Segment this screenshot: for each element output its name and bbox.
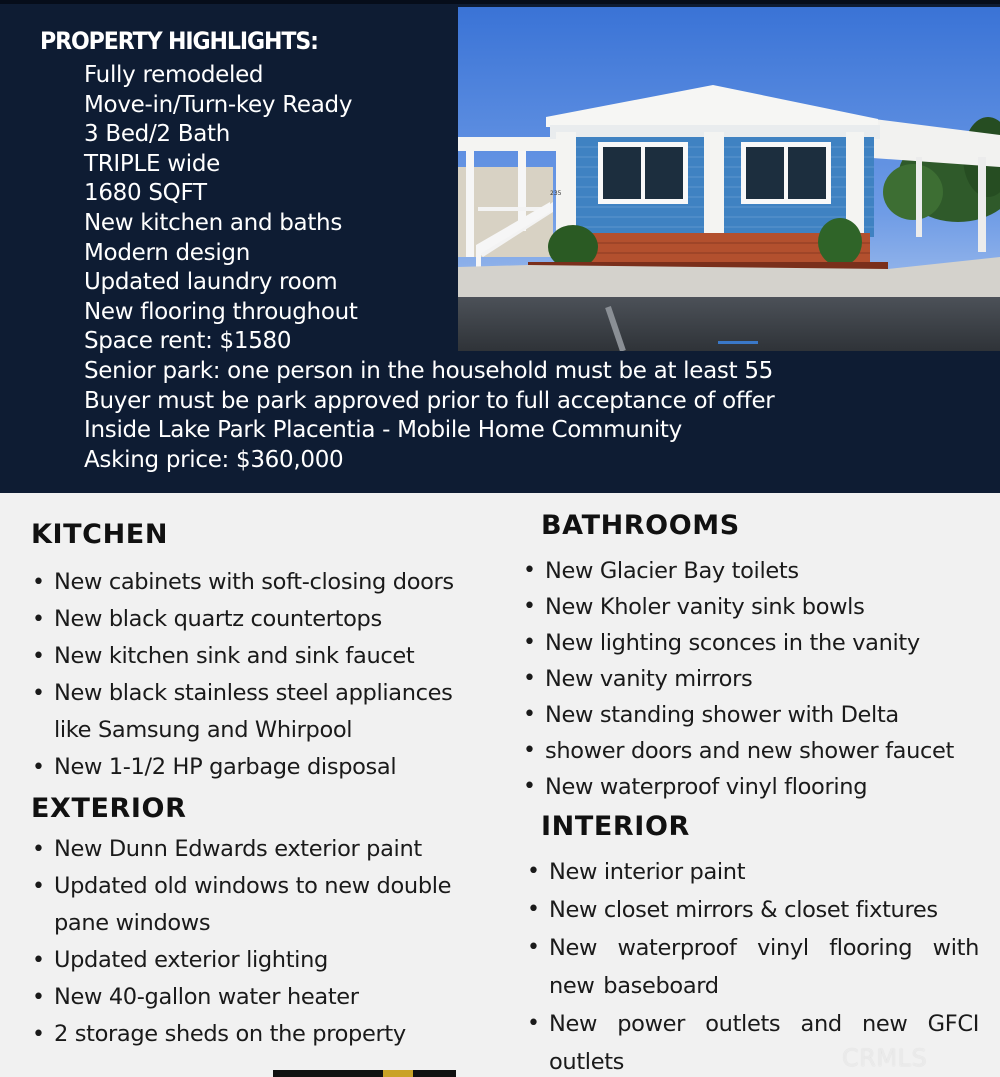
kitchen-list (32, 564, 494, 786)
list-item (32, 868, 484, 942)
bullet: • (523, 594, 536, 619)
list-item-text: New black stainless steel appliances like Samsung and Whirpool (54, 680, 453, 743)
list-item-text: 2 storage sheds on the property (54, 1021, 406, 1047)
house-photo (458, 7, 1000, 351)
bullet: • (32, 681, 45, 706)
bullet: • (32, 644, 45, 669)
highlight-item: TRIPLE wide (84, 150, 220, 177)
list-item-text: New vanity mirrors (545, 666, 753, 692)
bullet: • (32, 985, 45, 1010)
crmls-watermark: CRMLS (842, 1044, 928, 1072)
highlights-title: PROPERTY HIGHLIGHTS: (40, 27, 318, 55)
highlight-item: Inside Lake Park Placentia - Mobile Home Community (84, 417, 682, 444)
exterior-list (32, 831, 494, 1053)
highlight-item: Fully remodeled (84, 62, 264, 88)
bullet: • (527, 1011, 540, 1036)
list-item-text: New closet mirrors & closet fixtures (549, 897, 938, 923)
bullet: • (523, 738, 536, 763)
list-item-text: New waterproof vinyl flooring (545, 774, 868, 800)
list-item (32, 749, 494, 786)
bullet: • (32, 570, 45, 595)
highlight-item: 1680 SQFT (84, 180, 207, 207)
highlight-item: Modern design (84, 239, 251, 266)
bullet: • (523, 702, 536, 727)
list-item-text: Updated exterior lighting (54, 947, 328, 973)
exterior-title: EXTERIOR (31, 793, 187, 824)
highlight-item: New flooring throughout (84, 298, 358, 325)
interior-title: INTERIOR (541, 811, 690, 842)
list-item (32, 638, 494, 675)
kitchen-title: KITCHEN (31, 519, 169, 550)
bullet: • (32, 837, 45, 862)
logo-accent (383, 1070, 413, 1077)
list-item (523, 733, 985, 769)
list-item-text: New 40-gallon water heater (54, 984, 359, 1010)
bathrooms-list (523, 553, 985, 805)
bullet: • (32, 874, 45, 899)
highlight-item: 3 Bed/2 Bath (84, 121, 231, 148)
bullet: • (523, 558, 536, 583)
list-item-text: New Kholer vanity sink bowls (545, 594, 865, 620)
bullet: • (527, 897, 540, 922)
list-item (32, 564, 494, 601)
list-item (523, 769, 985, 805)
list-item (32, 675, 484, 749)
bullet: • (523, 630, 536, 655)
list-item (527, 929, 979, 1005)
bullet: • (32, 607, 45, 632)
shrub-right (818, 218, 862, 266)
list-item-text: New kitchen sink and sink faucet (54, 643, 415, 669)
bullet: • (527, 859, 540, 884)
list-item (32, 979, 494, 1016)
list-item (523, 625, 985, 661)
list-item-text: New power outlets and new GFCI outlets (549, 1011, 979, 1075)
list-item (523, 553, 985, 589)
list-item-text: New 1-1/2 HP garbage disposal (54, 754, 397, 780)
list-item (523, 661, 985, 697)
list-item (32, 1016, 494, 1053)
list-item-text: New interior paint (549, 859, 746, 885)
agent-logo-strip (273, 1070, 456, 1077)
list-item-text: New black quartz countertops (54, 606, 382, 632)
list-item (527, 853, 979, 891)
bullet: • (32, 948, 45, 973)
list-item-text: shower doors and new shower faucet (545, 738, 954, 764)
list-item (523, 589, 985, 625)
list-item-text: Updated old windows to new double pane windows (54, 873, 452, 936)
list-item-text: New Dunn Edwards exterior paint (54, 836, 422, 862)
bullet: • (523, 666, 536, 691)
list-item-text: New lighting sconces in the vanity (545, 630, 920, 656)
highlight-item: Space rent: $1580 (84, 328, 292, 355)
list-item (523, 697, 985, 733)
highlight-item: Updated laundry room (84, 269, 338, 296)
highlight-item: Senior park: one person in the household must be at least 55 (84, 357, 773, 384)
top-border (0, 0, 1000, 4)
list-item-text: New standing shower with Delta (545, 702, 899, 728)
bullet: • (527, 935, 540, 960)
list-item-text: New cabinets with soft-closing doors (54, 569, 454, 595)
highlight-item: New kitchen and baths (84, 209, 343, 236)
bathrooms-title: BATHROOMS (541, 510, 740, 541)
list-item (32, 942, 494, 979)
bullet: • (523, 774, 536, 799)
list-item (32, 831, 494, 868)
list-item (527, 891, 979, 929)
highlight-item: Move-in/Turn-key Ready (84, 91, 353, 118)
house-number: 235 (550, 190, 562, 197)
highlight-item: Asking price: $360,000 (84, 446, 344, 473)
highlight-item: Buyer must be park approved prior to full acceptance of offer (84, 387, 775, 414)
bullet: • (32, 755, 45, 780)
list-item-text: New Glacier Bay toilets (545, 558, 799, 584)
list-item (32, 601, 494, 638)
list-item-text: New waterproof vinyl flooring with new baseboard (549, 935, 979, 999)
bullet: • (32, 1022, 45, 1047)
